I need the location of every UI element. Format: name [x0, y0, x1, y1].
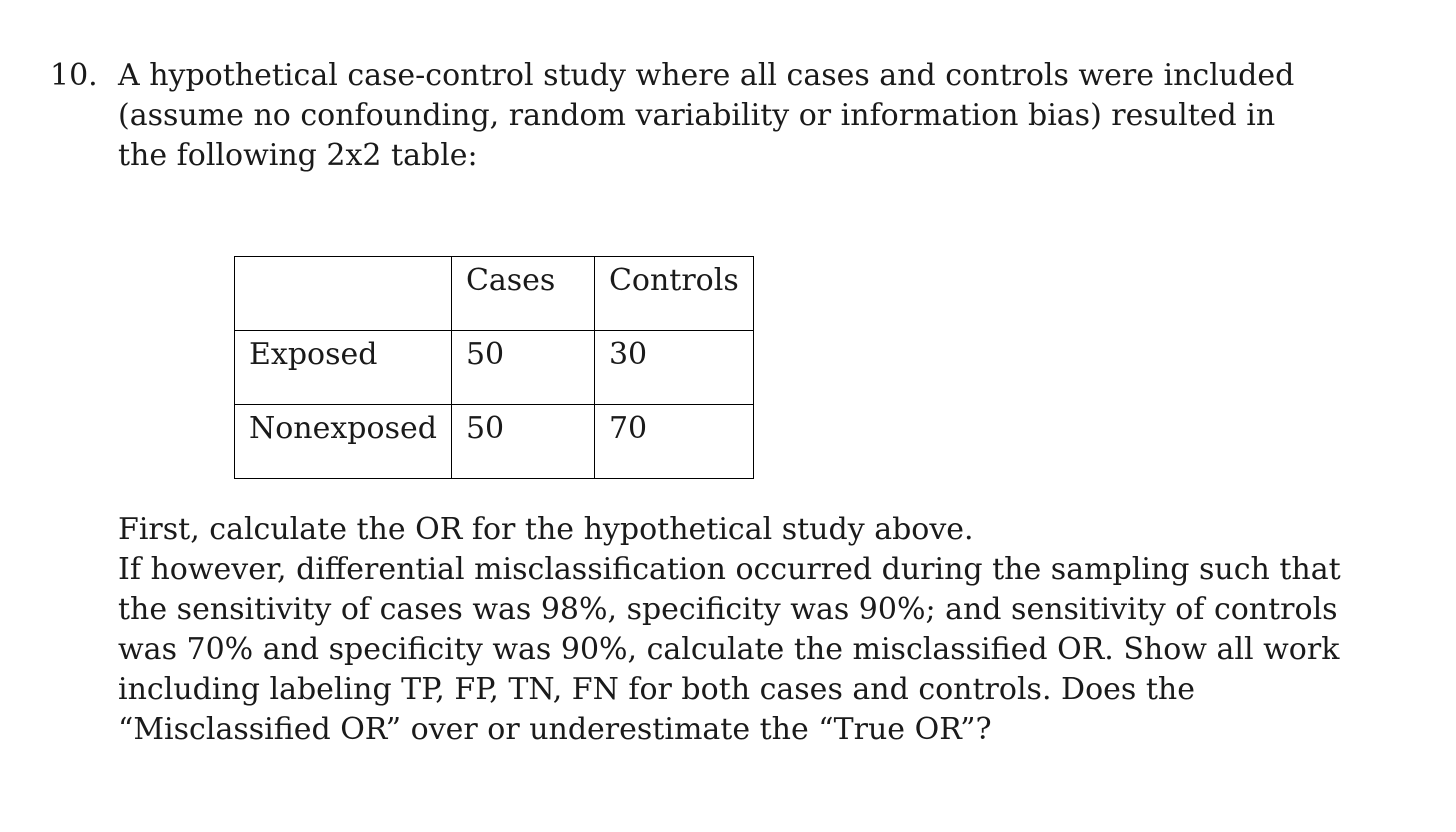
table-header-cases: Cases	[451, 257, 594, 331]
question-header	[50, 56, 1370, 176]
cell-nonexposed-cases: 50	[451, 405, 594, 479]
table-header-row	[235, 257, 754, 331]
question-body	[118, 510, 1378, 750]
two-by-two-table	[234, 256, 754, 479]
question-intro: A hypothetical case-control study where all cases and controls were included (assume no confounding, random variability or information bias) resulted in the following 2x2 table:	[118, 58, 1295, 173]
cell-nonexposed-controls: 70	[594, 405, 753, 479]
table-row	[235, 405, 754, 479]
table-header-blank	[235, 257, 452, 331]
cell-exposed-cases: 50	[451, 331, 594, 405]
two-by-two-table-container	[234, 256, 754, 479]
row-label-nonexposed: Nonexposed	[235, 405, 452, 479]
question-number: 10.	[50, 58, 98, 93]
instruction-paragraph-2: If however, differential misclassification occurred during the sampling such that the sensitivity of cases was 98%, specificity was 90%; and sensitivity of controls was 70% and specificity was 90%, calculate the misclassified OR. Show all work including labeling TP, FP, TN, FN for both cases and controls. Does the “Misclassified OR” over or underestimate the “True OR”?	[118, 552, 1341, 747]
question-block	[50, 56, 1370, 176]
row-label-exposed: Exposed	[235, 331, 452, 405]
cell-exposed-controls: 30	[594, 331, 753, 405]
instruction-line-1: First, calculate the OR for the hypothetical study above.	[118, 512, 974, 547]
table-row	[235, 331, 754, 405]
table-header-controls: Controls	[594, 257, 753, 331]
